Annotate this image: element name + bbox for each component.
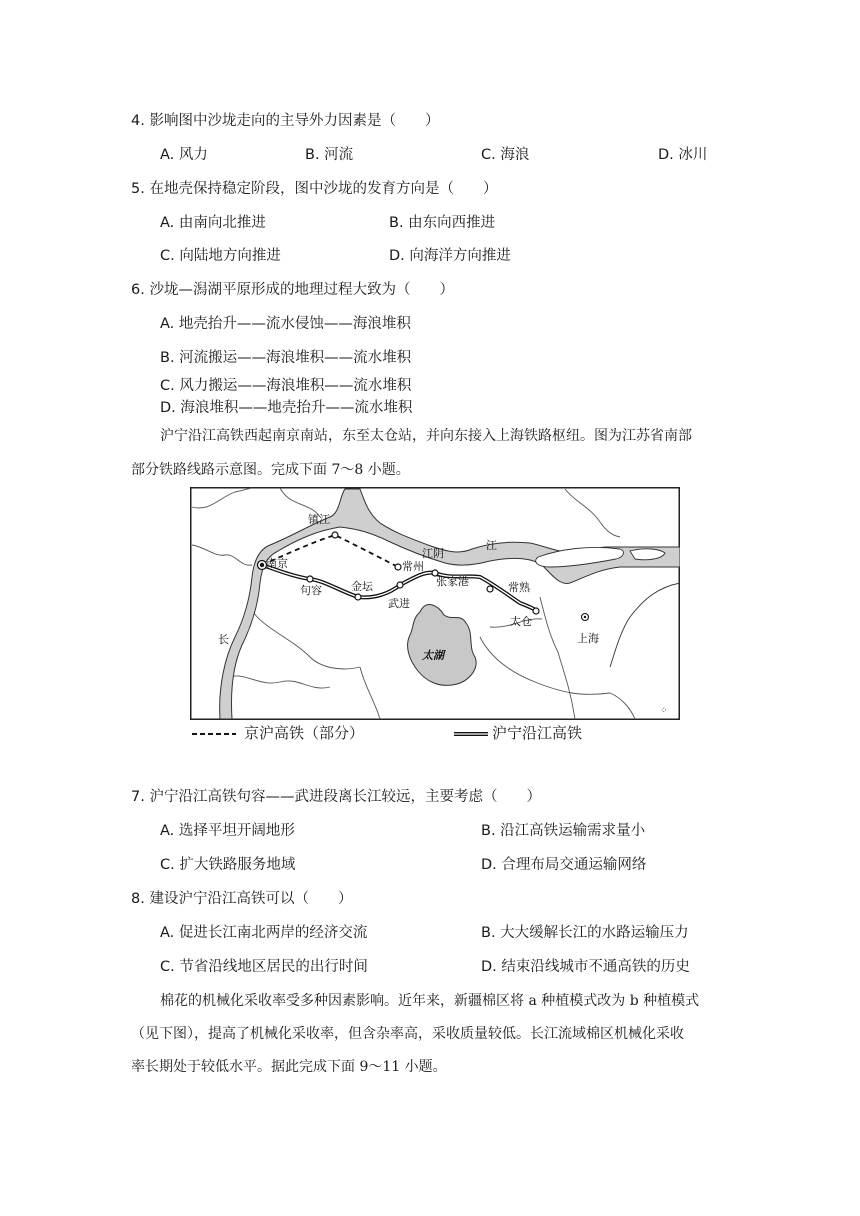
- q4-option-b: B. 河流: [305, 147, 354, 163]
- label-changzhou: 常州: [402, 560, 424, 573]
- q8-option-b: B. 大大缓解长江的水路运输压力: [481, 925, 689, 941]
- q5-option-b: B. 由东向西推进: [389, 215, 496, 231]
- q7-option-c: C. 扩大铁路服务地域: [160, 857, 296, 873]
- q5-option-c: C. 向陆地方向推进: [160, 248, 281, 264]
- label-zhangjiagang: 张家港: [436, 575, 469, 588]
- q6-option-a: A. 地壳抬升——流水侵蚀——海浪堆积: [160, 316, 411, 332]
- q6-option-b: B. 河流搬运——海浪堆积——流水堆积: [160, 350, 412, 366]
- label-wujin: 武进: [388, 597, 410, 610]
- passage1-line1: 沪宁沿江高铁西起南京南站，东至太仓站，并向东接入上海铁路枢纽。图为江苏省南部: [160, 428, 692, 444]
- label-jintan: 金坛: [351, 580, 373, 593]
- label-jurong: 句容: [300, 584, 322, 597]
- q8-option-a: A. 促进长江南北两岸的经济交流: [160, 925, 368, 941]
- label-jiang: 江: [486, 539, 497, 552]
- label-changshu: 常熟: [508, 581, 530, 594]
- q4-option-a: A. 风力: [160, 147, 208, 163]
- q4-option-c: C. 海浪: [481, 147, 530, 163]
- map-frame: [191, 488, 680, 720]
- label-jiangyin: 江阴: [422, 547, 444, 560]
- label-chang: 长: [218, 633, 229, 646]
- q7-option-a: A. 选择平坦开阔地形: [160, 823, 295, 839]
- q8-stem: 8. 建设沪宁沿江高铁可以（ ）: [131, 891, 353, 907]
- q5-option-d: D. 向海洋方向推进: [389, 248, 511, 264]
- label-zhenjiang: 镇江: [308, 513, 330, 526]
- passage1-line2: 部分铁路线路示意图。完成下面 7～8 小题。: [131, 462, 410, 478]
- legend-jinghu: 京沪高铁（部分）: [244, 724, 365, 742]
- q7-option-d: D. 合理布局交通运输网络: [481, 857, 647, 873]
- q5-stem: 5. 在地壳保持稳定阶段，图中沙垅的发育方向是（ ）: [131, 181, 498, 197]
- q6-option-c: C. 风力搬运——海浪堆积——流水堆积: [160, 378, 412, 394]
- q7-option-b: B. 沿江高铁运输需求量小: [481, 823, 646, 839]
- label-shanghai: 上海: [577, 632, 599, 645]
- label-nanjing: 南京: [266, 557, 288, 570]
- q8-option-c: C. 节省沿线地区居民的出行时间: [160, 959, 368, 975]
- q4-option-d: D. 冰川: [658, 147, 708, 163]
- legend-huning: 沪宁沿江高铁: [492, 724, 583, 742]
- railway-map: [190, 487, 680, 720]
- q6-stem: 6. 沙垅—潟湖平原形成的地理过程大致为（ ）: [131, 282, 454, 298]
- map-corner-mark: ⁘: [660, 706, 668, 716]
- q8-option-d: D. 结束沿线城市不通高铁的历史: [481, 959, 690, 975]
- legend-double-line-symbol: [452, 727, 490, 741]
- passage2-line1: 棉花的机械化采收率受多种因素影响。近年来，新疆棉区将 a 种植模式改为 b 种植模式: [160, 993, 700, 1009]
- label-taihu: 太湖: [422, 649, 444, 662]
- passage2-line2: （见下图），提高了机械化采收率，但含杂率高，采收质量较低。长江流域棉区机械化采收: [131, 1026, 684, 1042]
- q7-stem: 7. 沪宁沿江高铁句容——武进段离长江较远，主要考虑（ ）: [131, 789, 541, 805]
- q5-option-a: A. 由南向北推进: [160, 215, 266, 231]
- q4-stem: 4. 影响图中沙垅走向的主导外力因素是（ ）: [131, 113, 440, 129]
- legend-dashed-symbol: [190, 727, 238, 741]
- q6-option-d: D. 海浪堆积——地壳抬升——流水堆积: [160, 400, 413, 416]
- passage2-line3: 率长期处于较低水平。据此完成下面 9～11 小题。: [131, 1059, 447, 1075]
- label-taicang: 太仓: [510, 615, 532, 628]
